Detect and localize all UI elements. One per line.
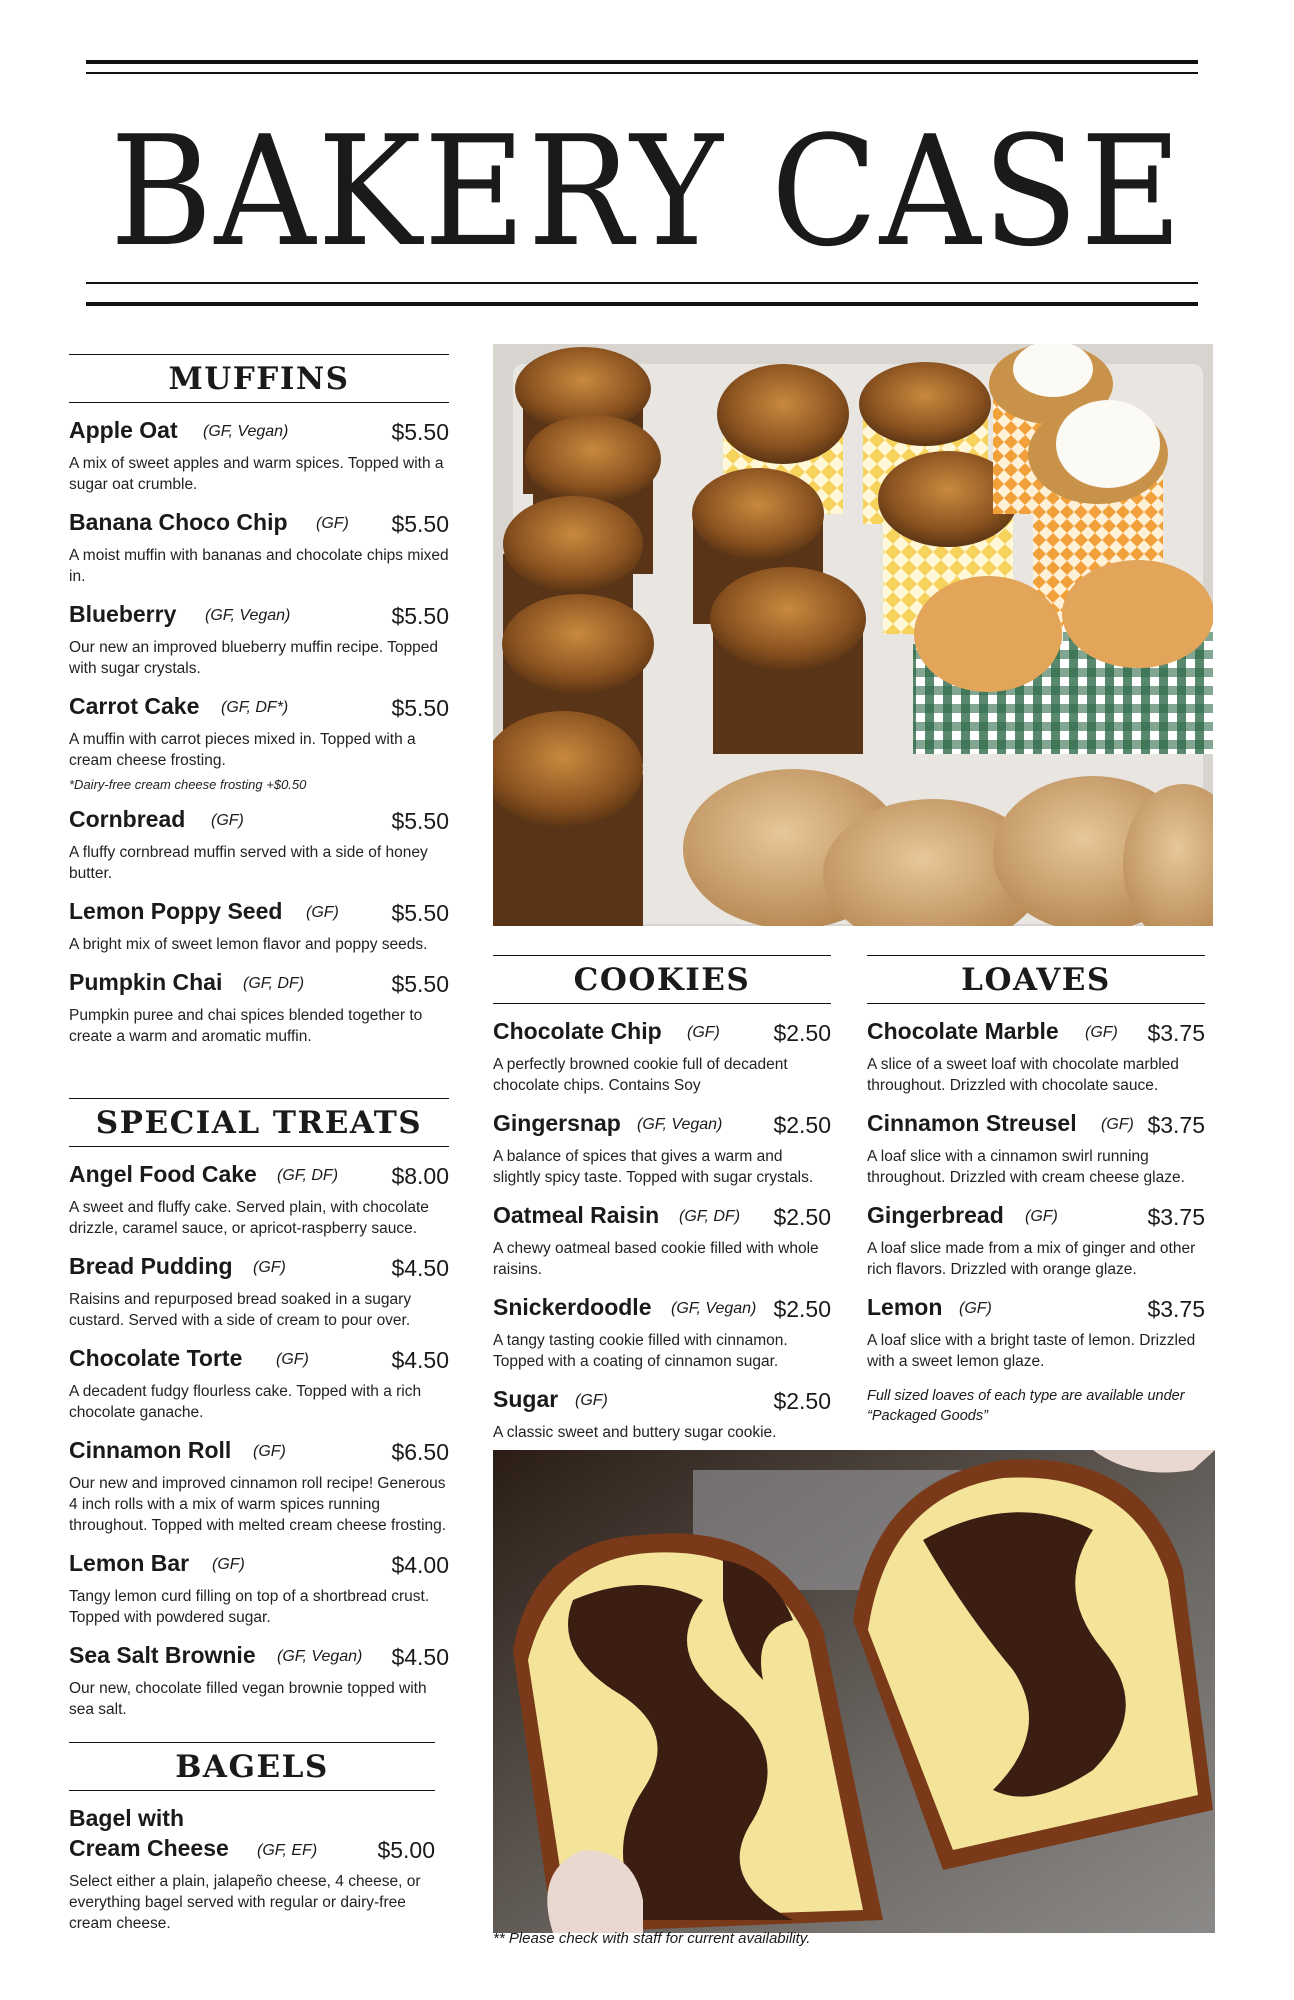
item-tags: (GF) [575, 1392, 608, 1409]
item-name: Lemon [867, 1294, 943, 1320]
item-name: Chocolate Torte [69, 1345, 243, 1371]
item-price: $5.50 [391, 511, 449, 537]
item-price: $2.50 [773, 1388, 831, 1414]
item-price: $2.50 [773, 1296, 831, 1322]
menu-item [867, 1202, 1205, 1280]
item-description: A loaf slice made from a mix of ginger and other rich flavors. Drizzled with orange glaze. [867, 1240, 1196, 1278]
bagels-section [69, 1742, 435, 1934]
item-price: $2.50 [773, 1204, 831, 1230]
item-name: Snickerdoodle [493, 1294, 652, 1320]
item-description: A classic sweet and buttery sugar cookie. [493, 1424, 777, 1441]
menu-item [493, 1018, 831, 1096]
special-treats-heading: SPECIAL TREATS [69, 1098, 449, 1147]
item-price: $4.50 [391, 1255, 449, 1281]
marble-loaf-image [493, 1450, 1215, 1933]
muffins-and-cookies-photo [493, 344, 1213, 926]
item-tags: (GF) [276, 1351, 309, 1368]
item-price: $3.75 [1147, 1112, 1205, 1138]
item-tags: (GF, EF) [257, 1842, 318, 1859]
item-name: Chocolate Marble [867, 1018, 1059, 1044]
muffins-and-cookies-image [493, 344, 1213, 926]
menu-item [69, 1805, 435, 1934]
special-treats-section [69, 1098, 449, 1720]
item-tags: (GF) [959, 1300, 992, 1317]
item-price: $2.50 [773, 1112, 831, 1138]
bagels-heading: BAGELS [69, 1742, 435, 1791]
item-name: Cornbread [69, 806, 186, 832]
menu-item [867, 1110, 1205, 1188]
item-tags: (GF) [306, 904, 339, 921]
item-name: Carrot Cake [69, 693, 200, 719]
item-price: $5.50 [391, 808, 449, 834]
item-tags: (GF, DF*) [221, 699, 289, 716]
item-name: Cinnamon Streusel [867, 1110, 1077, 1136]
item-name: Apple Oat [69, 417, 178, 443]
item-price: $2.50 [773, 1020, 831, 1046]
item-description: Our new, chocolate filled vegan brownie topped with sea salt. [69, 1680, 427, 1718]
menu-item [493, 1294, 831, 1372]
availability-footnote: ** Please check with staff for current availability. [493, 1930, 811, 1947]
cookies-section [493, 955, 831, 1443]
menu-item [69, 601, 449, 679]
item-description: Our new and improved cinnamon roll recipe! Generous 4 inch rolls with a mix of warm spices running throughout. Topped with melted cream cheese frosting. [69, 1475, 447, 1534]
item-name: Angel Food Cake [69, 1161, 257, 1187]
menu-item [69, 1437, 449, 1536]
item-price: $4.00 [391, 1552, 449, 1578]
item-description: A muffin with carrot pieces mixed in. Topped with a cream cheese frosting. [69, 731, 416, 769]
menu-item [69, 806, 449, 884]
item-description: Our new an improved blueberry muffin recipe. Topped with sugar crystals. [69, 639, 439, 677]
item-price: $6.50 [391, 1439, 449, 1465]
item-description: A sweet and fluffy cake. Served plain, with chocolate drizzle, caramel sauce, or apricot-raspberry sauce. [69, 1199, 429, 1237]
menu-item [69, 1345, 449, 1423]
menu-item [69, 898, 449, 955]
item-price: $5.50 [391, 603, 449, 629]
item-tags: (GF) [1085, 1024, 1118, 1041]
item-tags: (GF, Vegan) [277, 1648, 363, 1665]
item-tags: (GF, Vegan) [637, 1116, 723, 1133]
item-description: A perfectly browned cookie full of decadent chocolate chips. Contains Soy [493, 1056, 788, 1094]
item-description: A mix of sweet apples and warm spices. Topped with a sugar oat crumble. [69, 455, 444, 493]
menu-item [69, 969, 449, 1047]
item-name-line2: Cream Cheese [69, 1835, 229, 1861]
item-tags: (GF) [211, 812, 244, 829]
item-name: Oatmeal Raisin [493, 1202, 660, 1228]
muffins-heading: MUFFINS [69, 354, 449, 403]
menu-item [69, 417, 449, 495]
menu-item [493, 1110, 831, 1188]
item-name: Chocolate Chip [493, 1018, 662, 1044]
item-description: A loaf slice with a bright taste of lemon. Drizzled with a sweet lemon glaze. [867, 1332, 1196, 1370]
header-rule-bottom-thin [86, 282, 1198, 284]
item-description: A bright mix of sweet lemon flavor and poppy seeds. [69, 936, 428, 953]
menu-item [69, 1161, 449, 1239]
item-tags: (GF) [316, 515, 349, 532]
item-name: Gingersnap [493, 1110, 621, 1136]
item-price: $3.75 [1147, 1020, 1205, 1046]
item-name: Cinnamon Roll [69, 1437, 232, 1463]
item-tags: (GF, Vegan) [205, 607, 291, 624]
muffins-section [69, 354, 449, 1047]
item-name: Bagel with [69, 1805, 185, 1831]
header-rule-top-thick [86, 60, 1198, 64]
item-description: Pumpkin puree and chai spices blended together to create a warm and aromatic muffin. [69, 1007, 423, 1045]
item-price: $5.50 [391, 419, 449, 445]
item-price: $5.00 [377, 1837, 435, 1863]
item-description: A balance of spices that gives a warm and slightly spicy taste. Topped with sugar crystals. [493, 1148, 814, 1186]
item-description: A decadent fudgy flourless cake. Topped with a rich chocolate ganache. [69, 1383, 422, 1421]
item-price: $8.00 [391, 1163, 449, 1189]
menu-item [69, 693, 449, 792]
item-price: $5.50 [391, 971, 449, 997]
item-description: A chewy oatmeal based cookie filled with whole raisins. [493, 1240, 819, 1278]
cookies-heading: COOKIES [493, 955, 831, 1004]
menu-item [69, 1550, 449, 1628]
menu-item [69, 509, 449, 587]
item-name: Lemon Bar [69, 1550, 190, 1576]
item-tags: (GF, Vegan) [671, 1300, 757, 1317]
loaves-note: Full sized loaves of each type are available under “Packaged Goods” [867, 1388, 1185, 1424]
item-tags: (GF, Vegan) [203, 423, 289, 440]
item-description: Raisins and repurposed bread soaked in a sugary custard. Served with a side of cream to pour over. [69, 1291, 412, 1329]
header-rule-bottom-thick [86, 302, 1198, 306]
item-name: Sea Salt Brownie [69, 1642, 256, 1668]
menu-item [69, 1642, 449, 1720]
menu-item [867, 1294, 1205, 1372]
item-name: Banana Choco Chip [69, 509, 288, 535]
item-name: Pumpkin Chai [69, 969, 223, 995]
item-description: Tangy lemon curd filling on top of a shortbread crust. Topped with powdered sugar. [69, 1588, 430, 1626]
item-price: $3.75 [1147, 1296, 1205, 1322]
item-price: $5.50 [391, 900, 449, 926]
item-description: A loaf slice with a cinnamon swirl running throughout. Drizzled with cream cheese glaze. [867, 1148, 1185, 1186]
loaves-section [867, 955, 1205, 1426]
menu-item [493, 1386, 831, 1443]
item-description: A tangy tasting cookie filled with cinnamon. Topped with a coating of cinnamon sugar. [493, 1332, 788, 1370]
header-rule-top-thin [86, 72, 1198, 74]
item-name: Bread Pudding [69, 1253, 233, 1279]
item-tags: (GF) [253, 1443, 286, 1460]
item-tags: (GF) [253, 1259, 286, 1276]
loaves-heading: LOAVES [867, 955, 1205, 1004]
item-description: Select either a plain, jalapeño cheese, 4 cheese, or everything bagel served with regular or dairy-free cream cheese. [69, 1873, 421, 1932]
item-tags: (GF, DF) [243, 975, 305, 992]
item-price: $5.50 [391, 695, 449, 721]
item-tags: (GF) [687, 1024, 720, 1041]
item-note: *Dairy-free cream cheese frosting +$0.50 [69, 777, 307, 792]
menu-item [69, 1253, 449, 1331]
item-name: Gingerbread [867, 1202, 1004, 1228]
item-description: A moist muffin with bananas and chocolate chips mixed in. [69, 547, 449, 585]
page-title: BAKERY CASE [109, 103, 1185, 280]
item-tags: (GF) [1025, 1208, 1058, 1225]
item-description: A slice of a sweet loaf with chocolate marbled throughout. Drizzled with chocolate sauce. [867, 1056, 1179, 1094]
item-name: Blueberry [69, 601, 177, 627]
item-price: $3.75 [1147, 1204, 1205, 1230]
item-tags: (GF, DF) [277, 1167, 339, 1184]
marble-loaf-photo [493, 1450, 1215, 1933]
item-tags: (GF) [1101, 1116, 1134, 1133]
item-tags: (GF) [212, 1556, 245, 1573]
item-description: A fluffy cornbread muffin served with a side of honey butter. [69, 844, 428, 882]
item-tags: (GF, DF) [679, 1208, 741, 1225]
item-price: $4.50 [391, 1347, 449, 1373]
item-name: Lemon Poppy Seed [69, 898, 283, 924]
item-name: Sugar [493, 1386, 559, 1412]
menu-item [493, 1202, 831, 1280]
menu-item [867, 1018, 1205, 1096]
item-price: $4.50 [391, 1644, 449, 1670]
